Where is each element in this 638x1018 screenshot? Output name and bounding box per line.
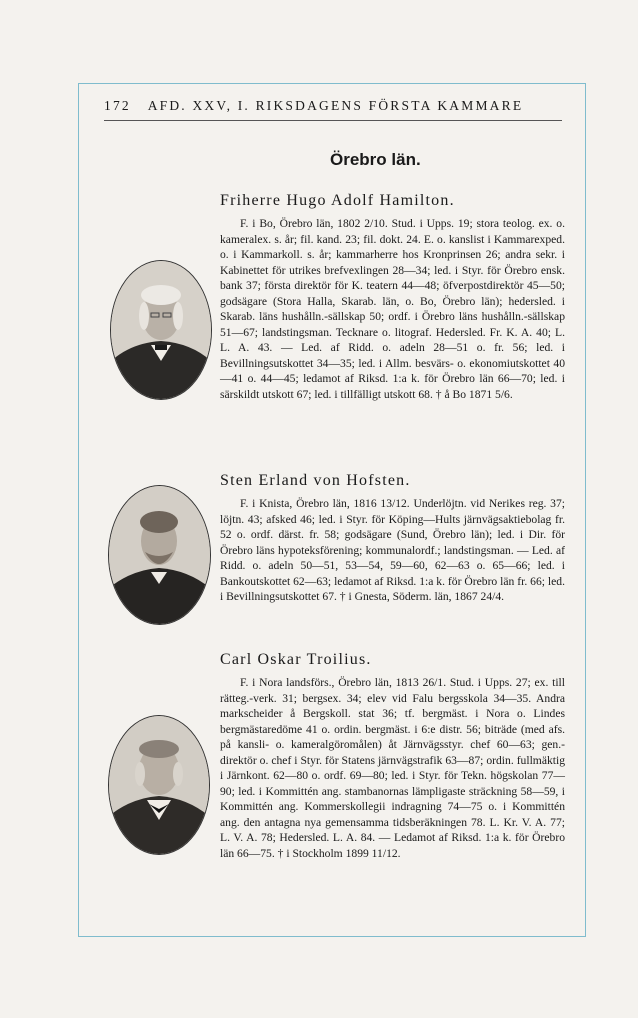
entry-name: Friherre Hugo Adolf Hamilton. (220, 192, 455, 209)
portrait-troilius (108, 715, 210, 855)
entry-hofsten (220, 472, 565, 605)
running-head (104, 98, 562, 121)
entry-name: Sten Erland von Hofsten. (220, 472, 411, 489)
entry-troilius (220, 651, 565, 861)
portrait-hamilton (110, 260, 212, 400)
entry-hamilton (220, 192, 565, 402)
section-title: Örebro län. (330, 150, 421, 169)
entry-biography: F. i Knista, Örebro län, 1816 13/12. Underlöjtn. vid Nerikes reg. 37; löjtn. 43; afsked 46; led. i Styr. för Köping—Hults järnvägsaktiebolag fr. 52 o. ordf. därst. fr. 58; godsägare (Sund, Örebro län); led. i Dir. för Örebro läns hypoteksförening; kommunalordf.; landstingsman. — Led. af Ridd. o. adeln 50—51, 53—54, 59—60, 62—63 o. 65—66; led. i Bankoutskottet 62—63; ledamot af Riksd. 1:a k. för Örebro län fr. 66; led. i Bevillningsutskottet 67. † i Gnesta, Söderm. län, 1867 24/4. (220, 497, 565, 603)
entry-name: Carl Oskar Troilius. (220, 651, 372, 668)
page-number: 172 (104, 98, 131, 113)
entry-biography: F. i Bo, Örebro län, 1802 2/10. Stud. i Upps. 19; stora teolog. ex. o. kameralex. s. år; fil. kand. 23; fil. dokt. 24. E. o. kanslist i Kammarexped. o. i Kammarkoll. s. år; kammarherre hos Kronprinsen 26; andra sekr. i Kabinettet för utrikes brefvexlingen 28—34; led. i Styr. för Örebro ensk. bank 37; första direktör för K. teatern 44—48; öfverpostdirektör 45—50; godsägare (Stora Halla, Skarab. län, o. Bo, Örebro län); hedersled. i Skarab. läns hushålln.-sällskap 50; ordf. i Örebro läns hushålln.-sällskap 51—67; landstingsman. Tecknare o. litograf. Hedersled. Fr. K. A. 40; L. L. A. 43. — Led. af Ridd. o. adeln 28—51 o. fr. 56; led. i Bevillningsutskottet 34—35; led. i Allm. besvärs- o. ekonomiutskottet 40—41 o. 44—45; ledamot af Riksd. 1:a k. för Örebro län 66—70; led. i särskildt utskott 67; led. i tillfälligt utskott 68. † å Bo 1871 5/6. (220, 217, 565, 401)
header-title: AFD. XXV, I. RIKSDAGENS FÖRSTA KAMMARE (147, 98, 524, 113)
portrait-hofsten (108, 485, 211, 625)
entry-biography: F. i Nora landsförs., Örebro län, 1813 26/1. Stud. i Upps. 27; ex. till rätteg.-verk. 31; bergsex. 34; elev vid Falu bergsskola 34—35. Andra markscheider å Bergskoll. stat 36; tf. bergmäst. i Nora o. Lindes bergmästaredöme 41 o. ordin. bergmäst. i 6:e distr. 56; biträde (med afs. på kansli- o. kameralgöromålen) åt Järnvägsstyr. chef 60—63; gen.-direktör o. chef i Styr. för Statens järnvägstrafik 63—87; ordin. fullmäktig i Järnkont. 62—80 o. ordf. 69—80; led. i Styr. för Tekn. högskolan 77—90; led. i Kommittén ang. stambanornas lämpligaste sträckning 58—59, i Kommittén ang. Kommerskollegii indragning 74—75 o. i Kommittén ang. den antagna nya gemensamma tidsberäkningen 78. L. Kr. V. A. 77; L. V. A. 78; Hedersled. L. A. 84. — Ledamot af Riksd. 1:a k. för Örebro län 66—75. † i Stockholm 1899 11/12. (220, 676, 565, 860)
